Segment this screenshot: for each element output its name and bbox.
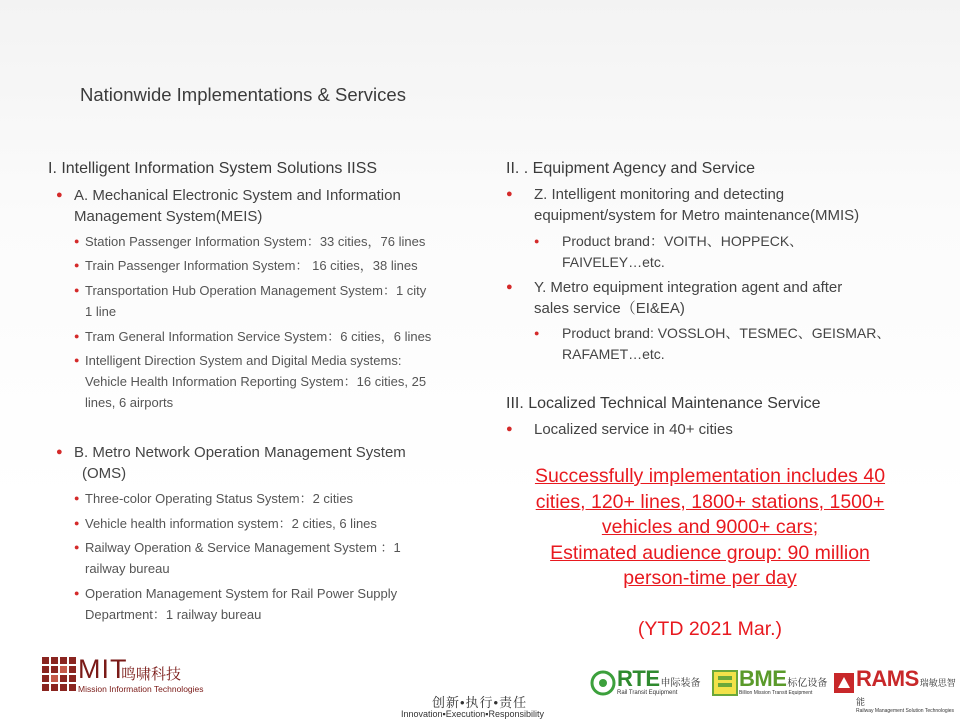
- heading-equipment-agency: II. . Equipment Agency and Service: [506, 160, 756, 177]
- section-z-title: ● Z. Intelligent monitoring and detecting equipment/system for Metro maintenance(MMIS): [506, 186, 860, 224]
- list-item: ● Tram General Information Service System：6 cities，6 lines: [85, 326, 431, 347]
- bullet-icon: ●: [506, 423, 513, 435]
- bullet-icon: ●: [74, 588, 80, 598]
- bullet-icon: ●: [506, 188, 513, 200]
- bullet-icon: ●: [534, 236, 540, 246]
- bullet-icon: ●: [506, 281, 513, 293]
- implementation-summary: Successfully implementation includes 40 cities, 120+ lines, 1800+ stations, 1500+ vehicles and 9000+ cars; Estimated audience group: 90 million person-time per day: [534, 465, 886, 589]
- z-brands: ● Product brand：VOITH、HOPPECK、 FAIVELEY…etc.: [534, 233, 804, 270]
- bullet-icon: ●: [74, 518, 80, 528]
- bullet-icon: ●: [534, 328, 540, 338]
- section-b-title: ● B. Metro Network Operation Management System (OMS): [56, 444, 406, 482]
- list-item: ● Railway Operation & Service Management System ：1 railway bureau: [85, 537, 401, 579]
- rte-logo-icon: [590, 670, 616, 696]
- list-item: ● Vehicle health information system：2 cities, 6 lines: [85, 513, 377, 534]
- list-item: ● Operation Management System for Rail Power Supply Department：1 railway bureau: [85, 583, 397, 625]
- bullet-icon: ●: [74, 493, 80, 503]
- mit-logo-icon: [42, 657, 76, 691]
- mit-brand-sub: Mission Information Technologies: [78, 684, 204, 694]
- list-item: ● Transportation Hub Operation Management System：1 city 1 line: [85, 280, 426, 322]
- slogan-cn: 创新•执行•责任: [432, 695, 528, 710]
- bullet-icon: ●: [74, 542, 80, 552]
- mit-brand-cn: 鸣啸科技: [121, 666, 182, 683]
- mit-brand: MIT: [78, 654, 128, 684]
- rams-brand: RAMS瑞敏思智能 Railway Management Solution Technologies: [856, 666, 956, 714]
- heading-localized-maintenance: III. Localized Technical Maintenance Service: [506, 395, 821, 412]
- list-item: ● Station Passenger Information System：33 cities，76 lines: [85, 231, 425, 252]
- y-brands: ● Product brand: VOSSLOH、TESMEC、GEISMAR、 RAFAMET…etc.: [534, 325, 891, 362]
- heading-iiss: I. Intelligent Information System Solutions IISS: [48, 160, 378, 177]
- localized-service: ● Localized service in 40+ cities: [506, 421, 733, 438]
- bme-brand: BME标亿设备 Billion Mission Transit Equipment: [739, 666, 828, 696]
- list-item: ● Three-color Operating Status System：2 cities: [85, 488, 353, 509]
- bme-logo-icon: [712, 670, 738, 696]
- bullet-icon: ●: [56, 446, 63, 458]
- bullet-icon: ●: [74, 236, 80, 246]
- section-y-title: ● Y. Metro equipment integration agent and after sales service（EI&EA): [506, 279, 843, 317]
- rams-logo-icon: [833, 672, 855, 694]
- bullet-icon: ●: [56, 189, 63, 201]
- list-item: ● Train Passenger Information System： 16 cities，38 lines: [85, 255, 418, 276]
- slogan-en: Innovation▪Execution▪Responsibility: [401, 709, 544, 719]
- section-a-title: ● A. Mechanical Electronic System and Information Management System(MEIS): [56, 187, 401, 225]
- bullet-icon: ●: [74, 331, 80, 341]
- bullet-icon: ●: [74, 285, 80, 295]
- ytd-note: (YTD 2021 Mar.): [637, 618, 783, 640]
- rte-brand: RTE申际装备 Rail Transit Equipment: [617, 666, 701, 696]
- slide-title: Nationwide Implementations & Services: [80, 84, 406, 105]
- bullet-icon: ●: [74, 260, 80, 270]
- list-item: ● Intelligent Direction System and Digital Media systems: Vehicle Health Information Reporting System：16 cities, 25 lines, 6 airports: [85, 350, 426, 413]
- bullet-icon: ●: [74, 355, 80, 365]
